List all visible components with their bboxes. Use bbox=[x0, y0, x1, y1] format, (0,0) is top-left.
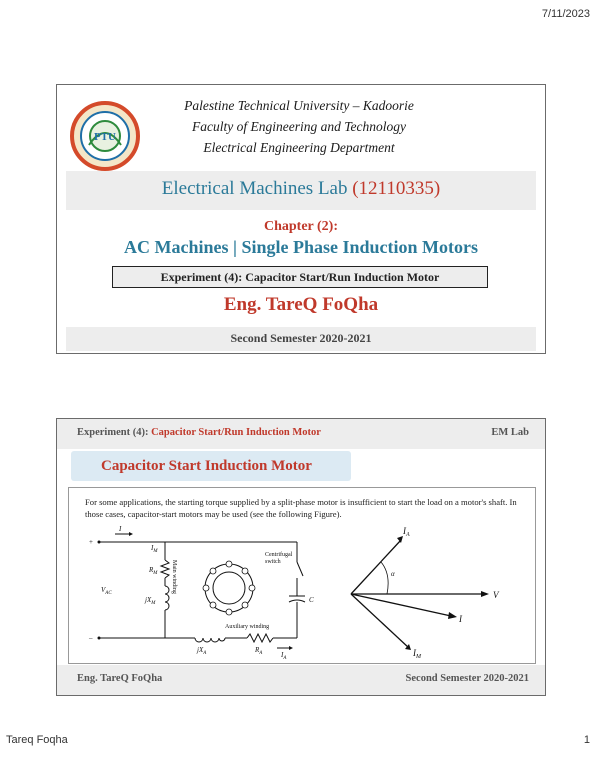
footer-engineer: Eng. TareQ FoQha bbox=[77, 673, 163, 684]
rm-subscript: M bbox=[153, 571, 158, 576]
faculty-name: Faculty of Engineering and Technology bbox=[192, 119, 406, 134]
ia-subscript: A bbox=[283, 656, 287, 660]
vac-subscript: AC bbox=[105, 591, 112, 596]
phasor-alpha: α bbox=[391, 570, 395, 578]
vac-label bbox=[101, 586, 112, 596]
lab-name: Electrical Machines Lab bbox=[161, 178, 348, 199]
terminal-plus: + bbox=[89, 538, 93, 546]
slide-title-box bbox=[71, 451, 351, 481]
switch-label: switch bbox=[265, 559, 281, 565]
experiment-box: Experiment (4): Capacitor Start/Run Induction Motor bbox=[112, 266, 488, 288]
xa-label bbox=[196, 646, 207, 656]
footer-semester: Second Semester 2020-2021 bbox=[405, 673, 529, 684]
ra-label bbox=[254, 646, 263, 656]
phasor-ia-subscript: A bbox=[406, 532, 410, 538]
xa-symbol: jX bbox=[197, 646, 204, 654]
title-slide bbox=[56, 84, 546, 354]
body-text: For some applications, the starting torque supplied by a split-phase motor is insufficient to start the load on a motor's shaft. In those cases, capacitor-start motors may be used (see the following Figure). bbox=[85, 497, 517, 519]
current-im-subscript: M bbox=[153, 549, 158, 554]
aux-winding-label: Auxiliary winding bbox=[225, 624, 270, 630]
university-name: Palestine Technical University – Kadoorie bbox=[184, 98, 414, 113]
experiment-prefix: Experiment (4): bbox=[77, 427, 149, 438]
ra-symbol: R bbox=[255, 646, 260, 654]
phasor-diagram bbox=[331, 522, 521, 660]
xm-symbol: jX bbox=[145, 596, 152, 604]
current-im-symbol: I bbox=[151, 544, 154, 552]
university-logo bbox=[69, 101, 141, 171]
content-slide bbox=[56, 418, 546, 696]
phasor-ia-symbol: I bbox=[403, 526, 406, 536]
department-name: Electrical Engineering Department bbox=[203, 140, 395, 155]
ia-symbol: I bbox=[281, 651, 284, 659]
experiment-heading bbox=[77, 427, 321, 438]
slide-title: Capacitor Start Induction Motor bbox=[101, 458, 312, 474]
phasor-im bbox=[412, 648, 422, 660]
experiment-name: Capacitor Start/Run Induction Motor bbox=[151, 427, 321, 438]
phasor-i: I bbox=[459, 614, 462, 624]
vac-symbol: V bbox=[101, 586, 106, 594]
phasor-v: V bbox=[493, 590, 499, 600]
lab-code: (12110335) bbox=[352, 178, 441, 199]
page-author: Tareq Foqha bbox=[6, 734, 68, 746]
xm-label bbox=[144, 596, 156, 606]
engineer-name: Eng. TareQ FoQha bbox=[223, 294, 379, 315]
slide-footer bbox=[57, 665, 545, 695]
chapter-label: Chapter (2): bbox=[263, 219, 338, 234]
rm-symbol: R bbox=[149, 566, 154, 574]
centrifugal-label: Centrifugal bbox=[265, 552, 293, 558]
current-im-label bbox=[150, 544, 158, 554]
lab-short: EM Lab bbox=[491, 427, 529, 438]
university-header bbox=[69, 91, 531, 169]
rm-label bbox=[148, 566, 158, 576]
logo-text: PTU bbox=[94, 131, 116, 143]
lab-title bbox=[66, 178, 536, 200]
phasor-ia bbox=[402, 526, 410, 538]
slide-header bbox=[57, 419, 545, 449]
ra-subscript: A bbox=[259, 651, 263, 656]
xa-subscript: A bbox=[203, 651, 207, 656]
chapter-subject: AC Machines | Single Phase Induction Motors bbox=[124, 237, 478, 257]
lab-title-band bbox=[66, 171, 536, 210]
print-date: 7/11/2023 bbox=[541, 8, 590, 20]
circuit-diagram bbox=[75, 522, 325, 660]
ia-label bbox=[280, 651, 287, 660]
terminal-minus: – bbox=[89, 634, 93, 642]
page-number: 1 bbox=[583, 734, 590, 746]
university-lines bbox=[159, 95, 439, 158]
phasor-im-subscript: M bbox=[416, 654, 421, 660]
semester-label: Second Semester 2020-2021 bbox=[230, 331, 372, 345]
semester-band bbox=[66, 327, 536, 351]
content-box bbox=[68, 487, 536, 664]
main-winding-label: Main winding bbox=[171, 560, 177, 594]
phasor-im-symbol: I bbox=[413, 648, 416, 658]
xm-subscript: M bbox=[151, 601, 156, 606]
current-i-label: I bbox=[119, 525, 122, 533]
capacitor-label: C bbox=[309, 596, 314, 604]
